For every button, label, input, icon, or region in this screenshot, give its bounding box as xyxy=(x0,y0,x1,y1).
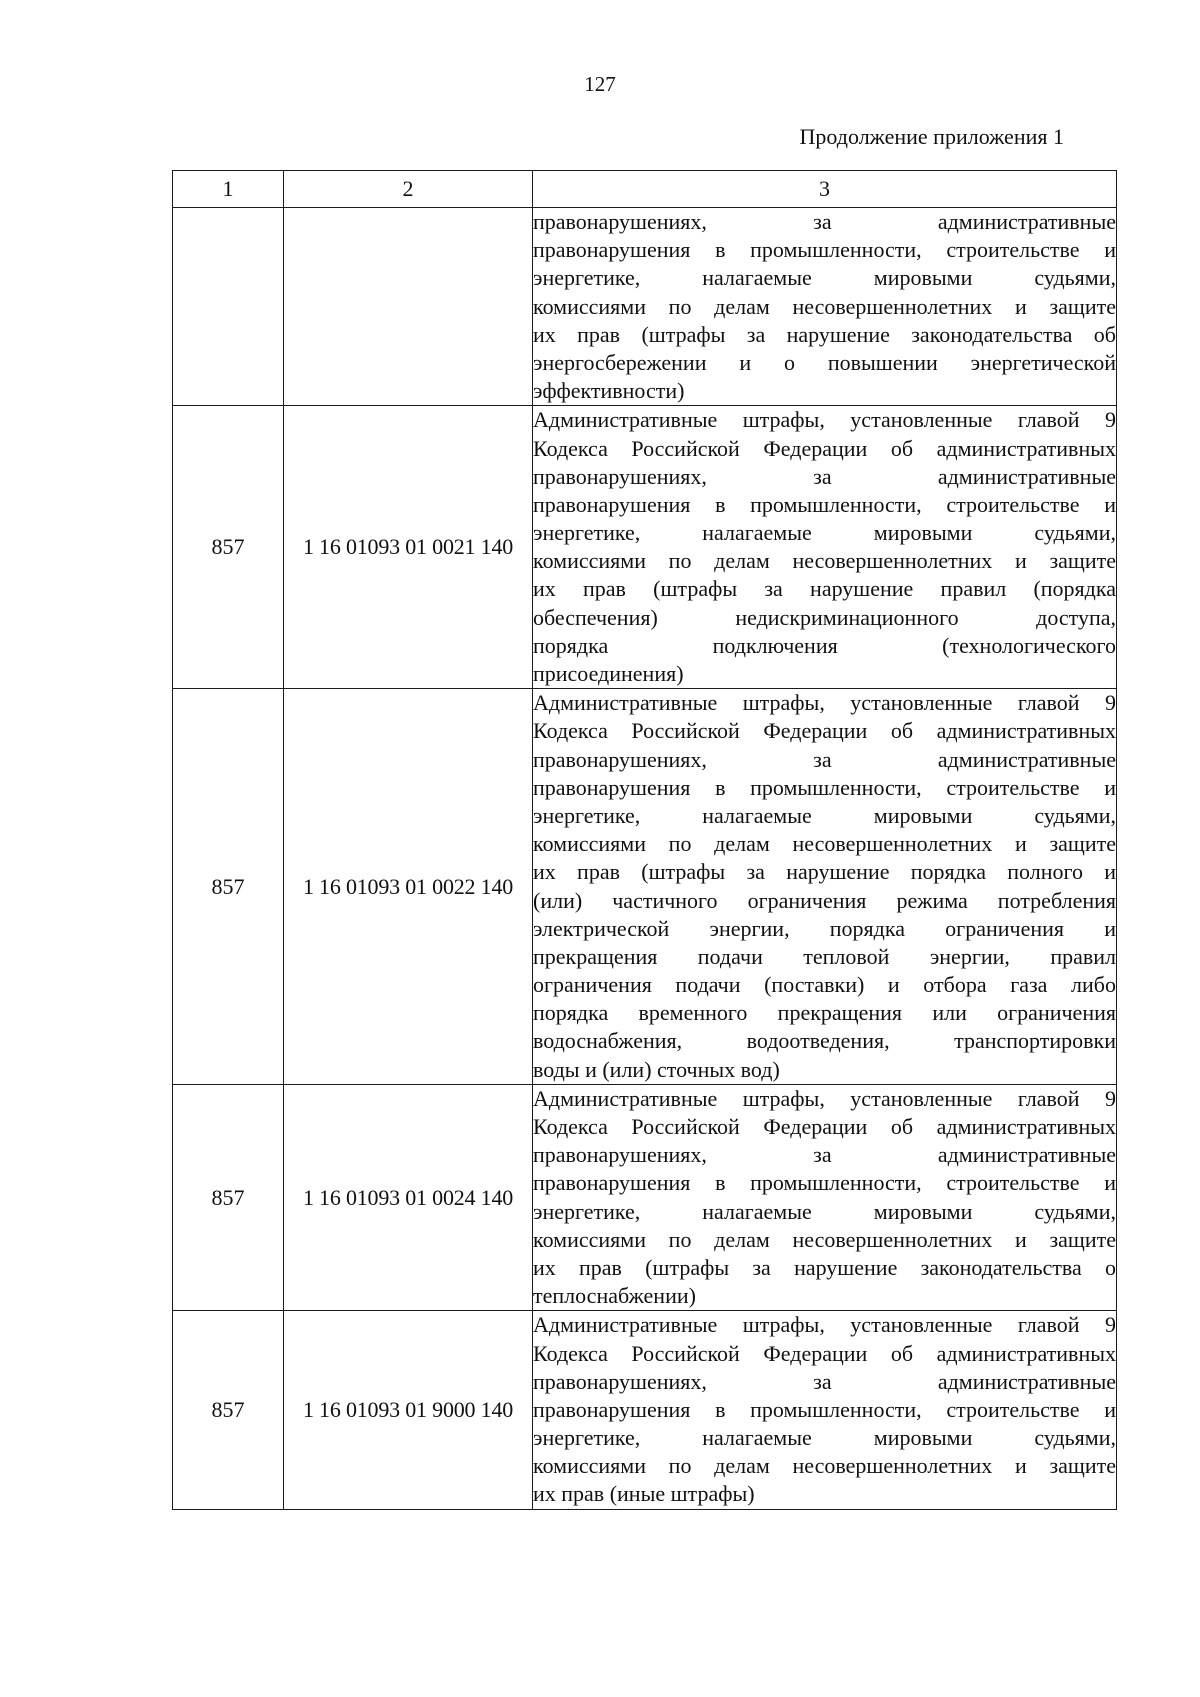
budget-code-cell: 1 16 01093 01 0021 140 xyxy=(284,406,533,689)
description-line: Кодекса Российской Федерации об административных xyxy=(533,1340,1116,1366)
description-cell xyxy=(533,406,1117,689)
description-line: правонарушениях, за административные xyxy=(533,1368,1116,1394)
description-line: их прав (штрафы за нарушение законодательства о xyxy=(533,1254,1116,1280)
description-text xyxy=(533,406,1116,688)
description-line: прекращения подачи тепловой энергии, правил xyxy=(533,943,1116,969)
admin-code-cell: 857 xyxy=(173,1084,284,1311)
description-line: правонарушения в промышленности, строительстве и xyxy=(533,1396,1116,1422)
description-line: комиссиями по делам несовершеннолетних и защите xyxy=(533,548,1116,574)
admin-code-cell: 857 xyxy=(173,406,284,689)
description-line: правонарушения в промышленности, строительстве и xyxy=(533,237,1116,263)
description-line: правонарушениях, за административные xyxy=(533,209,1116,234)
description-text xyxy=(533,1311,1116,1508)
description-line: Кодекса Российской Федерации об административных xyxy=(533,1114,1116,1139)
table-row xyxy=(173,689,1117,1085)
table-header-row xyxy=(173,171,1117,208)
page-number: 127 xyxy=(584,72,616,96)
description-line: Кодекса Российской Федерации об административных xyxy=(533,435,1116,461)
column-header-2: 2 xyxy=(284,171,533,208)
description-line: Административные штрафы, установленные главой 9 xyxy=(533,1312,1116,1338)
description-line: Административные штрафы, установленные главой 9 xyxy=(533,1085,1116,1111)
description-line: Кодекса Российской Федерации об административных xyxy=(533,718,1116,744)
description-line: порядка подключения (технологического xyxy=(533,632,1116,658)
table-row xyxy=(173,208,1117,406)
description-line: комиссиями по делам несовершеннолетних и защите xyxy=(533,831,1116,857)
description-line: (или) частичного ограничения режима потребления xyxy=(533,887,1116,913)
description-line: правонарушения в промышленности, строительстве и xyxy=(533,1170,1116,1196)
description-line: водоснабжения, водоотведения, транспортировки xyxy=(533,1028,1116,1054)
description-line: присоединения) xyxy=(533,661,684,686)
column-header-3: 3 xyxy=(533,171,1117,208)
table-row xyxy=(173,1084,1117,1311)
description-line: их прав (штрафы за нарушение порядка полного и xyxy=(533,859,1116,885)
description-line: правонарушениях, за административные xyxy=(533,746,1116,772)
budget-codes-table xyxy=(172,170,1117,1510)
description-line: их прав (штрафы за нарушение правил (порядка xyxy=(533,576,1116,602)
continuation-label: Продолжение приложения 1 xyxy=(799,124,1064,149)
description-line: Административные штрафы, установленные главой 9 xyxy=(533,690,1116,716)
description-text xyxy=(533,689,1116,1084)
description-line: обеспечения) недискриминационного доступа, xyxy=(533,604,1116,630)
admin-code-cell: 857 xyxy=(173,689,284,1085)
description-line: комиссиями по делам несовершеннолетних и защите xyxy=(533,1453,1116,1479)
description-line: комиссиями по делам несовершеннолетних и защите xyxy=(533,1226,1116,1252)
budget-code-cell xyxy=(284,208,533,406)
description-line: комиссиями по делам несовершеннолетних и защите xyxy=(533,293,1116,319)
description-line: порядка временного прекращения или ограничения xyxy=(533,1000,1116,1026)
description-line: Административные штрафы, установленные главой 9 xyxy=(533,407,1116,433)
description-line: правонарушениях, за административные xyxy=(533,463,1116,489)
table-row xyxy=(173,406,1117,689)
description-line: эффективности) xyxy=(533,378,685,404)
description-line: правонарушениях, за административные xyxy=(533,1142,1116,1168)
description-line: энергетике, налагаемые мировыми судьями, xyxy=(533,1425,1116,1451)
description-line: энергетике, налагаемые мировыми судьями, xyxy=(533,802,1116,828)
budget-code-cell: 1 16 01093 01 9000 140 xyxy=(284,1311,533,1509)
admin-code-cell: 857 xyxy=(173,1311,284,1509)
description-cell xyxy=(533,1311,1117,1509)
budget-code-cell: 1 16 01093 01 0022 140 xyxy=(284,689,533,1085)
description-line: теплоснабжении) xyxy=(533,1283,696,1309)
description-line: ограничения подачи (поставки) и отбора газа либо xyxy=(533,972,1116,998)
description-text xyxy=(533,1085,1116,1311)
description-line: воды и (или) сточных вод) xyxy=(533,1056,780,1082)
description-line: правонарушения в промышленности, строительстве и xyxy=(533,491,1116,517)
description-line: энергетике, налагаемые мировыми судьями, xyxy=(533,1198,1116,1224)
description-line: правонарушения в промышленности, строительстве и xyxy=(533,774,1116,800)
description-line: их прав (иные штрафы) xyxy=(533,1481,755,1507)
description-line: энергосбережении и о повышении энергетической xyxy=(533,349,1116,375)
admin-code-cell xyxy=(173,208,284,406)
description-line: их прав (штрафы за нарушение законодательства об xyxy=(533,321,1116,347)
table-row xyxy=(173,1311,1117,1509)
column-header-1: 1 xyxy=(173,171,284,208)
description-line: энергетике, налагаемые мировыми судьями, xyxy=(533,265,1116,291)
description-line: энергетике, налагаемые мировыми судьями, xyxy=(533,520,1116,546)
description-text xyxy=(533,208,1116,405)
budget-code-cell: 1 16 01093 01 0024 140 xyxy=(284,1084,533,1311)
description-cell xyxy=(533,208,1117,406)
description-line: электрической энергии, порядка ограничения и xyxy=(533,915,1116,941)
description-cell xyxy=(533,1084,1117,1311)
description-cell xyxy=(533,689,1117,1085)
